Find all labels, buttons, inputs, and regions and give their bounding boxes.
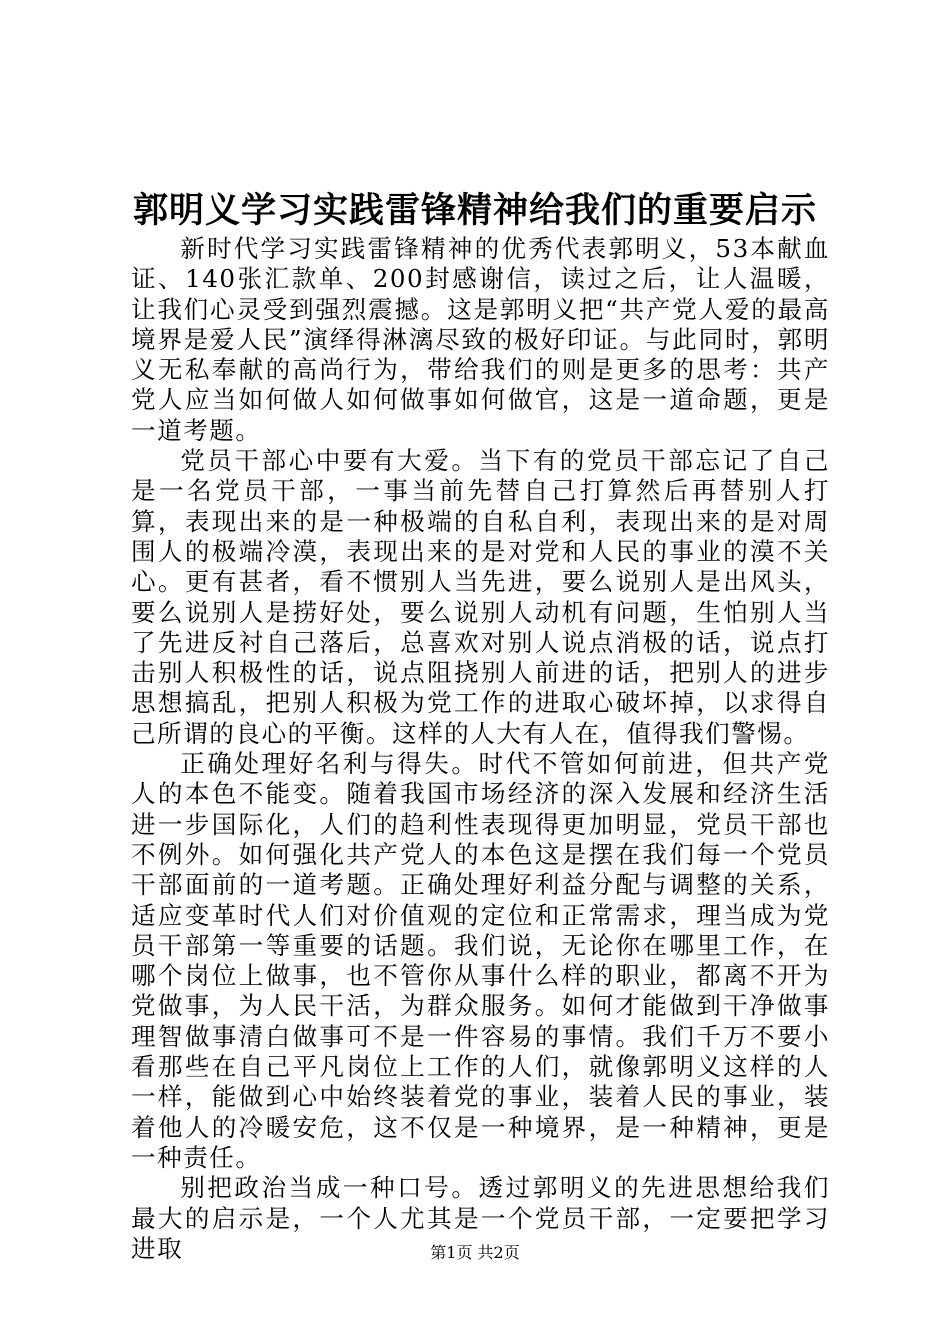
paragraph: 党员干部心中要有大爱。当下有的党员干部忘记了自己是一名党员干部，一事当前先替自己打算然后再替别人打算，表现出来的是一种极端的自私自利，表现出来的是对周围人的极端冷漠，表现出来的是对党和人民的事业的漠不关心。更有甚者，看不惯别人当先进，要么说别人是出风头，要么说别人是捞好处，要么说别人动机有问题，生怕别人当了先进反衬自己落后，总喜欢对别人说点消极的话，说点打击别人积极性的话，说点阻挠别人前进的话，把别人的进步思想搞乱，把别人积极为党工作的进取心破坏掉，以求得自己所谓的良心的平衡。这样的人大有人在，值得我们警惕。 — [131, 446, 830, 748]
paragraph: 别把政治当成一种口号。透过郭明义的先进思想给我们最大的启示是，一个人尤其是一个党员干部，一定要把学习进取 — [131, 1173, 830, 1263]
paragraph: 正确处理好名利与得失。时代不管如何前进，但共产党人的本色不能变。随着我国市场经济的深入发展和经济生活进一步国际化，人们的趋利性表现得更加明显，党员干部也不例外。如何强化共产党人的本色这是摆在我们每一个党员干部面前的一道考题。正确处理好利益分配与调整的关系，适应变革时代人们对价值观的定位和正常需求，理当成为党员干部第一等重要的话题。我们说，无论你在哪里工作，在哪个岗位上做事，也不管你从事什么样的职业，都离不开为党做事，为人民干活，为群众服务。如何才能做到干净做事理智做事清白做事可不是一件容易的事情。我们千万不要小看那些在自己平凡岗位上工作的人们，就像郭明义这样的人一样，能做到心中始终装着党的事业，装着人民的事业，装着他人的冷暖安危，这不仅是一种境界，是一种精神，更是一种责任。 — [131, 749, 830, 1172]
document-body — [131, 234, 830, 1264]
paragraph: 新时代学习实践雷锋精神的优秀代表郭明义，53本献血证、140张汇款单、200封感谢信，读过之后，让人温暖，让我们心灵受到强烈震撼。这是郭明义把“共产党人爱的最高境界是爱人民”演绎得淋漓尽致的极好印证。与此同时，郭明义无私奉献的高尚行为，带给我们的则是更多的思考：共产党人应当如何做人如何做事如何做官，这是一道命题，更是一道考题。 — [131, 234, 830, 445]
document-title: 郭明义学习实践雷锋精神给我们的重要启示 — [132, 190, 817, 231]
page-number-footer: 第1页 共2页 — [430, 1243, 520, 1262]
